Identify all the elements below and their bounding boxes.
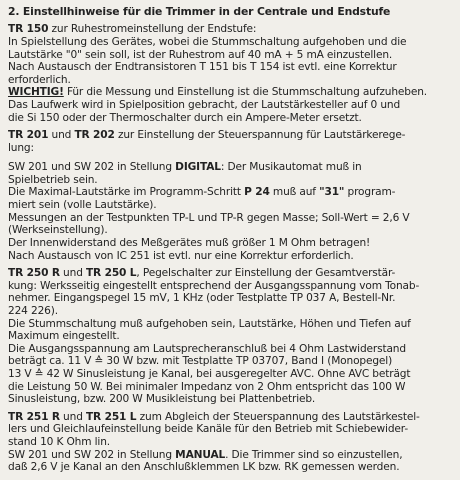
tr202-label: TR 202 <box>74 129 115 142</box>
tr201-line-5: Die Maximal-Lautstärke im Programm-Schritt P 24 muß auf "31" program- <box>8 186 396 199</box>
section-heading: 2. Einstellhinweise für die Trimmer in der Centrale und Endstufe <box>8 5 391 18</box>
mode-manual: MANUAL <box>175 448 226 461</box>
tr251-title-line: TR 251 R und TR 251 L zum Abgleich der Steuerspannung des Lautstärkestel- <box>8 410 420 423</box>
tr150-title-line: TR 150 zur Ruhestromeinstellung der Endstufe: <box>8 23 257 36</box>
tr250-line-6: Maximum eingestellt. <box>8 330 120 343</box>
tr251-line-5: daß 2,6 V je Kanal an den Anschlußklemmen LK bzw. RK gemessen werden. <box>8 461 400 474</box>
tr201-line-6: miert sein (volle Lautstärke). <box>8 199 157 212</box>
tr250-line-10: die Leistung 50 W. Bei minimaler Impedanz von 2 Ohm entspricht das 100 W <box>8 380 406 393</box>
tr251-line-2: lers und Gleichlaufeinstellung beide Kanäle für den Betrieb mit Schiebewider- <box>8 423 408 436</box>
tr150-line-5: erforderlich. <box>8 73 71 86</box>
tr250-line-3: nehmer. Eingangspegel 15 mV, 1 KHz (oder Testplatte TP 037 A, Bestell-Nr. <box>8 292 396 305</box>
program-step-p24: P 24 <box>244 186 270 199</box>
tr201-line-8: (Werkseinstellung). <box>8 224 108 237</box>
tr201-line-3: SW 201 und SW 202 in Stellung DIGITAL: Der Musikautomat muß in <box>8 161 362 174</box>
warning-label: WICHTIG! <box>8 86 64 99</box>
tr250-line-4: 224 226). <box>8 304 58 317</box>
tr250-line-9: 13 V ≙ 42 W Sinusleistung je Kanal, bei ausgeregelter AVC. Ohne AVC beträgt <box>8 367 411 380</box>
tr201-line-10: Nach Austausch von IC 251 ist evtl. nur eine Korrektur erforderlich. <box>8 249 354 262</box>
tr250-title-line: TR 250 R und TR 250 L, Pegelschalter zur Einstellung der Gesamtverstär- <box>8 267 396 279</box>
warning-line-3: die Si 150 oder der Thermoschalter durch ein Ampere-Meter ersetzt. <box>8 111 362 124</box>
tr201-label: TR 201 <box>8 129 49 142</box>
tr250-line-11: Sinusleistung, bzw. 200 W Musikleistung bei Plattenbetrieb. <box>8 393 316 406</box>
tr201-line-4: Spielbetrieb sein. <box>8 173 98 186</box>
tr201-line-2: lung: <box>8 141 34 154</box>
tr150-line-2: In Spielstellung des Gerätes, wobei die Stummschaltung aufgehoben und die <box>8 35 407 48</box>
tr201-line-7: Messungen an der Testpunkten TP-L und TP-R gegen Masse; Soll-Wert = 2,6 V <box>8 211 410 224</box>
warning-line-2: Das Laufwerk wird in Spielposition gebracht, der Lautstärkesteller auf 0 und <box>8 99 401 112</box>
tr251-line-3: stand 10 K Ohm lin. <box>8 435 110 448</box>
tr251l-label: TR 251 L <box>85 410 137 423</box>
warning-line-1: WICHTIG! Für die Messung und Einstellung ist die Stummschaltung aufzuheben. <box>8 86 427 99</box>
tr250-line-7: Die Ausgangsspannung am Lautsprecheranschluß bei 4 Ohm Lastwiderstand <box>8 342 406 355</box>
tr150-label: TR 150 <box>8 23 49 36</box>
tr250-line-2: kung: Werksseitig eingestellt entsprechend der Ausgangsspannung vom Tonab- <box>8 279 420 292</box>
mode-digital: DIGITAL <box>175 161 221 174</box>
value-31: "31" <box>319 186 345 199</box>
tr250r-label: TR 250 R <box>8 267 60 279</box>
tr250-line-5: Die Stummschaltung muß aufgehoben sein, Lautstärke, Höhen und Tiefen auf <box>8 317 411 330</box>
tr201-title-line: TR 201 und TR 202 zur Einstellung der Steuerspannung für Lautstärkerege- <box>8 129 406 142</box>
tr250l-label: TR 250 L <box>85 267 137 279</box>
tr251-line-4: SW 201 und SW 202 in Stellung MANUAL. Die Trimmer sind so einzustellen, <box>8 448 403 461</box>
tr150-line-4: Nach Austausch der Endtransistoren T 151 bis T 154 ist evtl. eine Korrektur <box>8 61 397 74</box>
tr251r-label: TR 251 R <box>8 410 60 423</box>
tr150-line-3: Lautstärke "0" sein soll, ist der Ruhestrom auf 40 mA + 5 mA einzustellen. <box>8 48 393 61</box>
tr250-line-8: beträgt ca. 11 V ≙ 30 W bzw. mit Testplatte TP 03707, Band I (Monopegel) <box>8 355 393 368</box>
tr201-line-9: Der Innenwiderstand des Meßgerätes muß größer 1 M Ohm betragen! <box>8 236 371 249</box>
